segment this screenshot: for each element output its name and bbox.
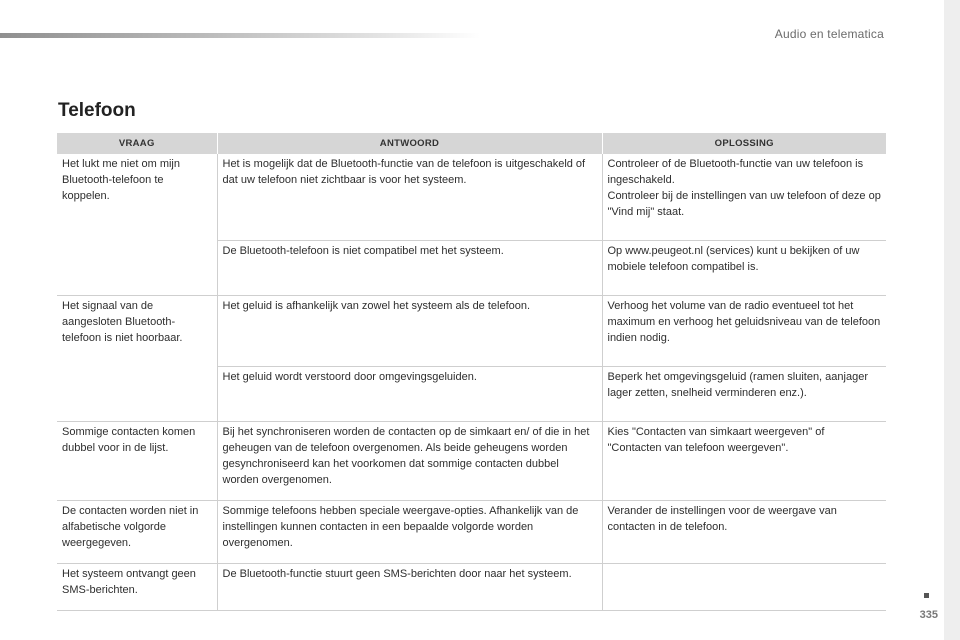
answer-cell: De Bluetooth-telefoon is niet compatibel met het systeem.	[217, 241, 602, 296]
answer-cell: Het geluid is afhankelijk van zowel het systeem als de telefoon.	[217, 296, 602, 367]
table-row	[57, 564, 886, 611]
page-edge-strip	[944, 0, 960, 640]
solution-cell: Op www.peugeot.nl (services) kunt u bekijken of uw mobiele telefoon compatibel is.	[602, 241, 886, 296]
solution-cell: Beperk het omgevingsgeluid (ramen sluiten, aanjager lager zetten, snelheid verminderen enz.).	[602, 367, 886, 422]
header-solution: OPLOSSING	[602, 133, 886, 154]
answer-cell: Het is mogelijk dat de Bluetooth-functie van de telefoon is uitgeschakeld of dat uw telefoon niet zichtbaar is voor het systeem.	[217, 154, 602, 241]
solution-cell: Controleer of de Bluetooth-functie van uw telefoon is ingeschakeld. Controleer bij de instellingen van uw telefoon of deze op "Vind mij" staat.	[602, 154, 886, 241]
solution-cell: Kies "Contacten van simkaart weergeven" of "Contacten van telefoon weergeven".	[602, 422, 886, 501]
section-label: Audio en telematica	[774, 27, 884, 41]
solution-cell: Verhoog het volume van de radio eventueel tot het maximum en verhoog het geluidsniveau van de telefoon indien nodig.	[602, 296, 886, 367]
table-row	[57, 154, 886, 241]
table-row	[57, 501, 886, 564]
question-cell: Het lukt me niet om mijn Bluetooth-telefoon te koppelen.	[57, 154, 217, 296]
header-question: VRAAG	[57, 133, 217, 154]
solution-cell	[602, 564, 886, 611]
page-marker	[924, 593, 929, 598]
header-gradient-bar	[0, 33, 480, 38]
table-header-row	[57, 133, 886, 154]
table-row	[57, 296, 886, 367]
answer-cell: Bij het synchroniseren worden de contacten op de simkaart en/ of die in het geheugen van de telefoon overgenomen. Als beide geheugens worden gesynchroniseerd kan het voorkomen dat sommige contacten dubbel worden overgenomen.	[217, 422, 602, 501]
table-row	[57, 422, 886, 501]
question-cell: Het systeem ontvangt geen SMS-berichten.	[57, 564, 217, 611]
question-cell: Het signaal van de aangesloten Bluetooth-telefoon is niet hoorbaar.	[57, 296, 217, 422]
faq-table	[57, 133, 886, 611]
answer-cell: Het geluid wordt verstoord door omgevingsgeluiden.	[217, 367, 602, 422]
answer-cell: De Bluetooth-functie stuurt geen SMS-berichten door naar het systeem.	[217, 564, 602, 611]
header-answer: ANTWOORD	[217, 133, 602, 154]
page-title: Telefoon	[58, 100, 136, 121]
question-cell: De contacten worden niet in alfabetische volgorde weergegeven.	[57, 501, 217, 564]
answer-cell: Sommige telefoons hebben speciale weergave-opties. Afhankelijk van de instellingen kunnen contacten in een bepaalde volgorde worden overgenomen.	[217, 501, 602, 564]
page-number: 335	[919, 609, 938, 621]
question-cell: Sommige contacten komen dubbel voor in de lijst.	[57, 422, 217, 501]
solution-cell: Verander de instellingen voor de weergave van contacten in de telefoon.	[602, 501, 886, 564]
